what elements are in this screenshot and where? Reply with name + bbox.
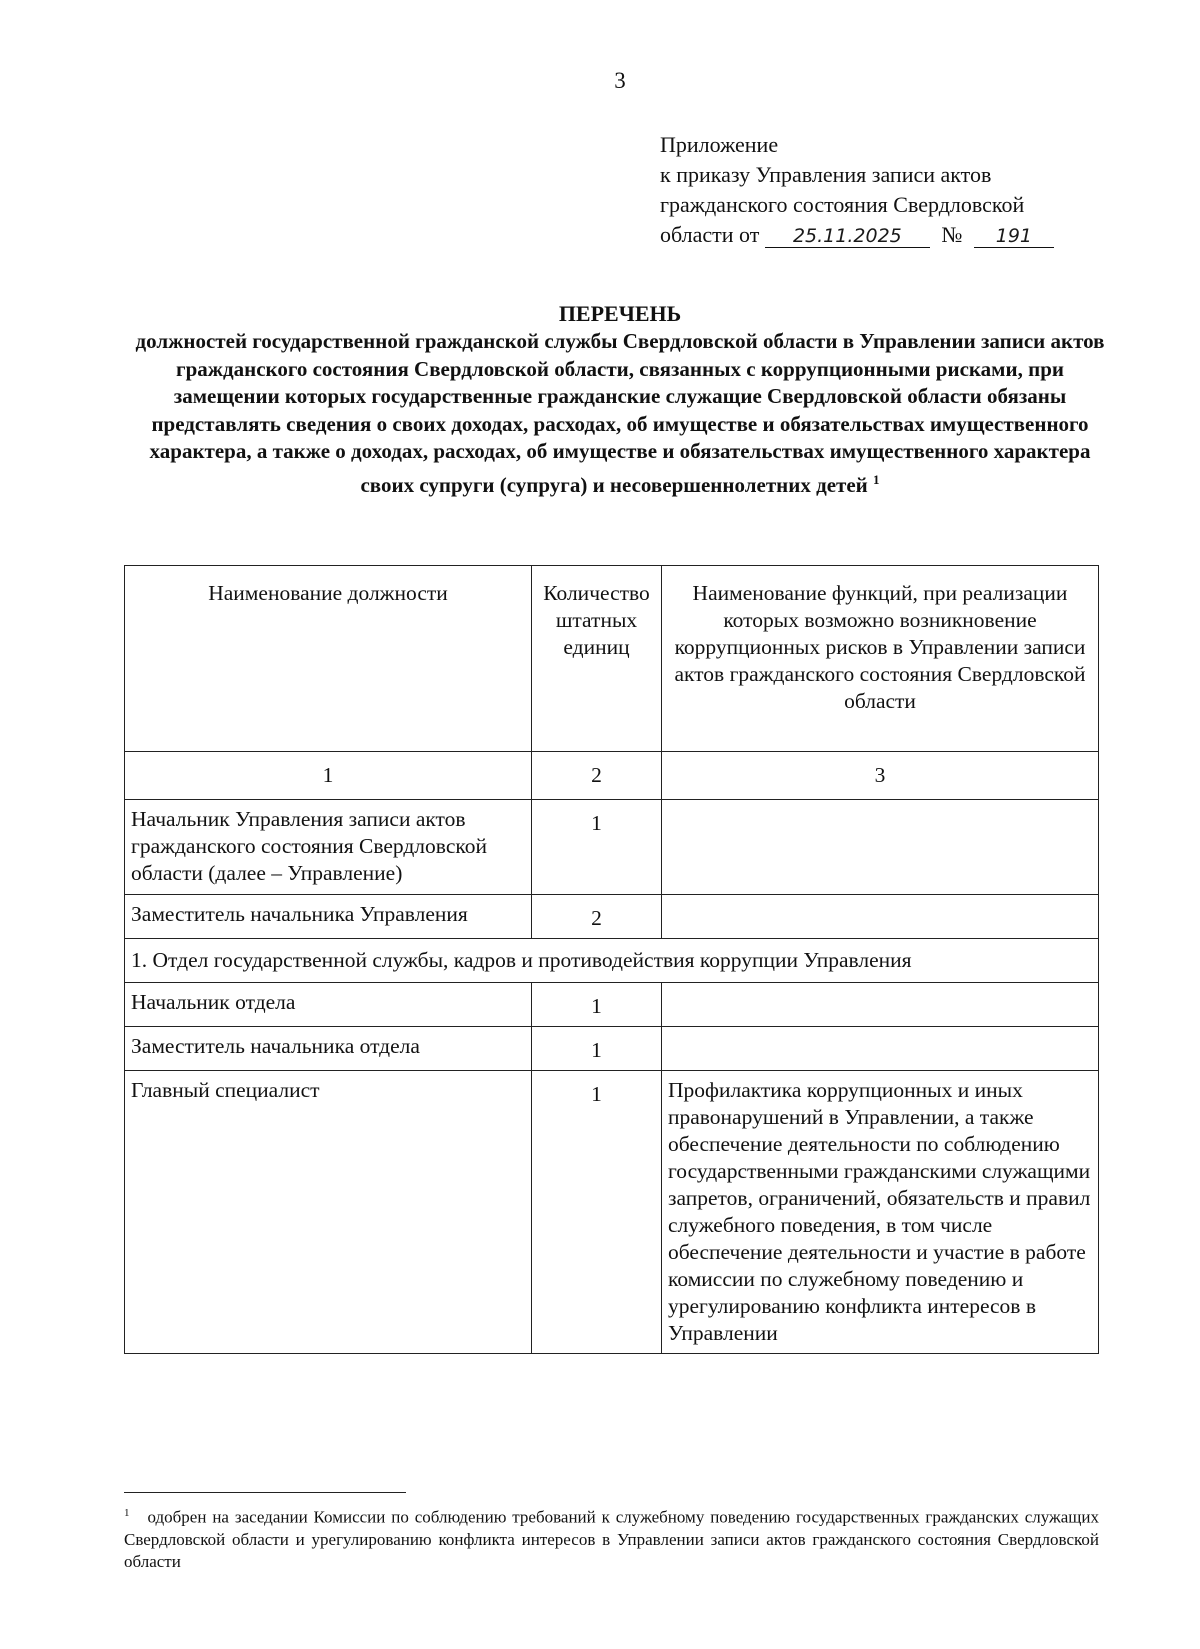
- position-count: 1: [532, 1071, 662, 1354]
- appendix-line-2: к приказу Управления записи актов: [660, 162, 992, 187]
- positions-table: [124, 565, 1099, 1354]
- table-row: [125, 895, 1099, 939]
- appendix-line-4: [660, 220, 1090, 250]
- section-header-row: [125, 939, 1099, 983]
- position-functions: [662, 895, 1099, 939]
- appendix-header: [660, 130, 1090, 250]
- column-number: 3: [662, 752, 1099, 800]
- appendix-line-3: гражданского состояния Свердловской: [660, 192, 1025, 217]
- footnote-divider: [124, 1492, 406, 1493]
- document-subtitle: [125, 328, 1115, 499]
- number-sign: №: [941, 222, 963, 247]
- handwritten-date: 25.11.2025: [765, 225, 930, 248]
- header-count: Количество штатных единиц: [532, 566, 662, 752]
- column-number: 2: [532, 752, 662, 800]
- position-functions: [662, 983, 1099, 1027]
- appendix-date-prefix: области от: [660, 222, 760, 247]
- column-number-row: [125, 752, 1099, 800]
- position-name: Заместитель начальника Управления: [125, 895, 532, 939]
- position-count: 1: [532, 983, 662, 1027]
- position-functions: [662, 800, 1099, 895]
- table-row: [125, 983, 1099, 1027]
- position-count: 1: [532, 800, 662, 895]
- position-functions: Профилактика коррупционных и иных правонарушений в Управлении, а также обеспечение деятельности по соблюдению государственными гражданскими служащими запретов, ограничений, обязательств и правил служебного поведения, в том числе обеспечение деятельности и участие в работе комиссии по служебному поведению и урегулированию конфликта интересов в Управлении: [662, 1071, 1099, 1354]
- position-functions: [662, 1027, 1099, 1071]
- position-name: Главный специалист: [125, 1071, 532, 1354]
- footnote-mark: 1: [124, 1507, 130, 1519]
- section-title: 1. Отдел государственной службы, кадров и противодействия коррупции Управления: [125, 939, 1099, 983]
- document-subtitle-text: должностей государственной гражданской службы Свердловской области в Управлении записи актов гражданского состояния Свердловской области, связанных с коррупционными рисками, при замещении которых государственные гражданские служащие Свердловской области обязаны представлять сведения о своих доходах, расходах, об имуществе и обязательствах имущественного характера, а также о доходах, расходах, об имуществе и обязательствах имущественного характера своих супруги (супруга) и несовершеннолетних детей: [135, 329, 1105, 497]
- header-position: Наименование должности: [125, 566, 532, 752]
- footnote-text: одобрен на заседании Комиссии по соблюдению требований к служебному поведению государственных гражданских служащих Свердловской области и урегулированию конфликта интересов в Управлении записи актов гражданского состояния Свердловской области: [124, 1507, 1099, 1571]
- table-row: [125, 1027, 1099, 1071]
- position-name: Начальник отдела: [125, 983, 532, 1027]
- table-row: [125, 1071, 1099, 1354]
- document-title: ПЕРЕЧЕНЬ: [558, 301, 682, 326]
- footnote: [124, 1502, 1099, 1573]
- position-name: Начальник Управления записи актов гражданского состояния Свердловской области (далее – Управление): [125, 800, 532, 895]
- position-count: 2: [532, 895, 662, 939]
- table-header-row: [125, 566, 1099, 752]
- appendix-line-1: Приложение: [660, 132, 779, 157]
- subtitle-footnote-mark: 1: [873, 471, 880, 487]
- document-title-block: [125, 300, 1115, 499]
- header-functions: Наименование функций, при реализации которых возможно возникновение коррупционных рисков в Управлении записи актов гражданского состояния Свердловской области: [662, 566, 1099, 752]
- handwritten-number: 191: [974, 225, 1054, 248]
- column-number: 1: [125, 752, 532, 800]
- table-row: [125, 800, 1099, 895]
- position-count: 1: [532, 1027, 662, 1071]
- position-name: Заместитель начальника отдела: [125, 1027, 532, 1071]
- page-number: 3: [614, 68, 626, 93]
